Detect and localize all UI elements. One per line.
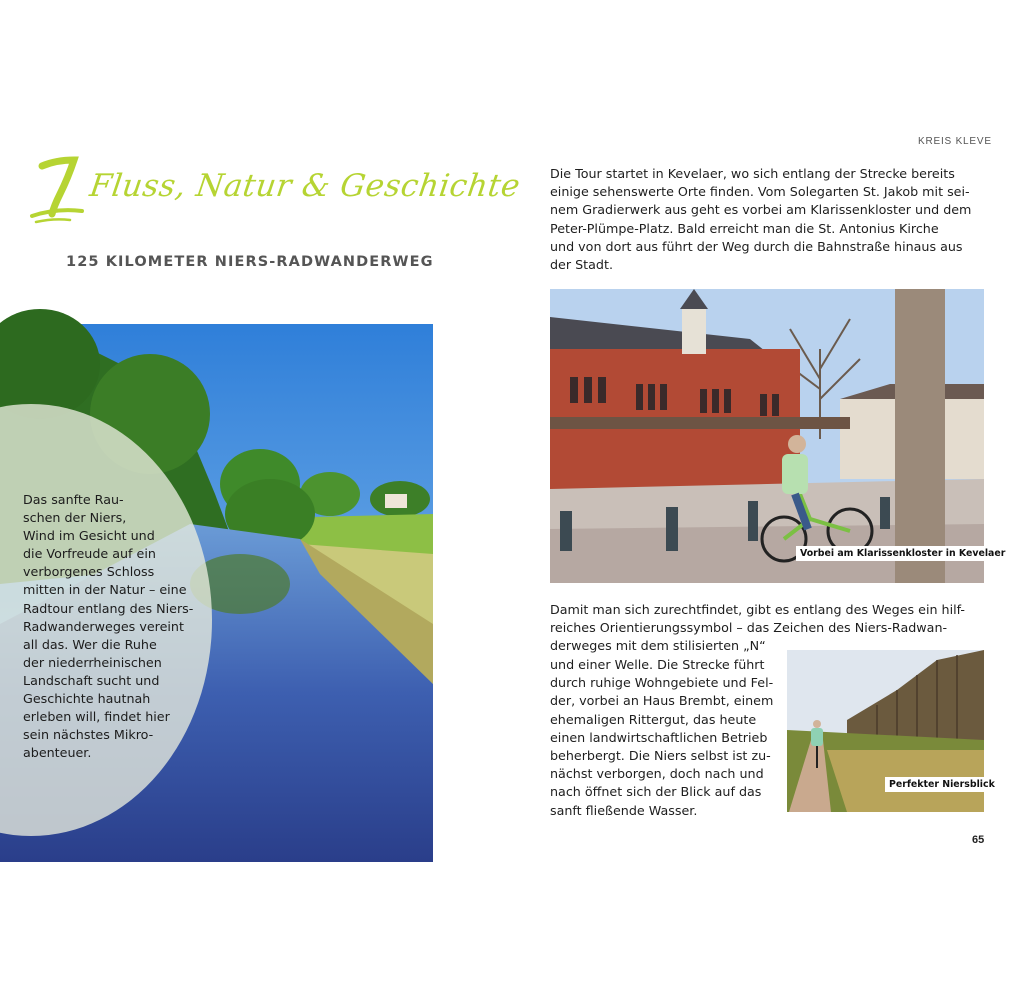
text-line: nächst verborgen, doch nach und	[550, 766, 764, 782]
page-number: 65	[972, 834, 985, 846]
intro-line: schen der Niers,	[23, 510, 127, 526]
photo-caption: Perfekter Niersblick	[885, 777, 999, 792]
running-head: KREIS KLEVE	[918, 136, 992, 147]
text-line: einige sehenswerte Orte finden. Vom Solegarten St. Jakob mit sei-	[550, 184, 970, 200]
text-line: und von dort aus führt der Weg durch die Bahnstraße hinaus aus	[550, 238, 963, 254]
chapter-title: Fluss, Natur & Geschichte	[87, 168, 523, 204]
intro-line: Radtour entlang des Niers-	[23, 600, 194, 616]
photo-caption: Vorbei am Klarissenkloster in Kevelaer	[796, 546, 1009, 561]
intro-line: die Vorfreude auf ein	[23, 546, 156, 562]
text-line: reiches Orientierungssymbol – das Zeichen des Niers-Radwan-	[550, 620, 948, 636]
paragraph-2	[550, 601, 965, 656]
text-line: Peter-Plümpe-Platz. Bald erreicht man die St. Antonius Kirche	[550, 220, 939, 236]
intro-line: all das. Wer die Ruhe	[23, 636, 157, 652]
chapter-number	[30, 148, 86, 228]
text-line: der, vorbei an Haus Brembt, einem	[550, 693, 774, 709]
text-line: durch ruhige Wohngebiete und Fel-	[550, 675, 774, 691]
text-line: beherbergt. Die Niers selbst ist zu-	[550, 748, 771, 764]
text-line: und einer Welle. Die Strecke führt	[550, 657, 765, 672]
intro-line: Radwanderweges vereint	[23, 618, 184, 634]
paragraph-2-continued	[550, 656, 780, 820]
intro-line: Das sanfte Rau-	[23, 492, 124, 507]
intro-line: Wind im Gesicht und	[23, 528, 155, 544]
intro-text	[23, 491, 203, 762]
intro-line: Geschichte hautnah	[23, 691, 151, 707]
chapter-subtitle: 125 KILOMETER NIERS-RADWANDERWEG	[66, 254, 434, 270]
intro-line: Landschaft sucht und	[23, 672, 160, 688]
intro-line: sein nächstes Mikro-	[23, 727, 154, 743]
text-line: nem Gradierwerk aus geht es vorbei am Klarissenkloster und dem	[550, 202, 972, 218]
intro-line: mitten in der Natur – eine	[23, 582, 187, 598]
kevelaer-photo	[550, 289, 1006, 583]
intro-line: erleben will, findet hier	[23, 709, 170, 725]
text-line: Damit man sich zurechtfindet, gibt es entlang des Weges ein hilf-	[550, 602, 965, 617]
intro-line: der niederrheinischen	[23, 654, 162, 670]
text-line: derweges mit dem stilisierten „N“	[550, 638, 766, 654]
text-line: nach öffnet sich der Blick auf das	[550, 784, 762, 800]
text-line: sanft fließende Wasser.	[550, 802, 698, 818]
text-line: Die Tour startet in Kevelaer, wo sich entlang der Strecke bereits	[550, 166, 955, 181]
text-line: der Stadt.	[550, 257, 613, 273]
text-line: ehemaligen Rittergut, das heute	[550, 711, 757, 727]
text-line: einen landwirtschaftlichen Betrieb	[550, 729, 768, 745]
paragraph-1	[550, 165, 972, 274]
intro-line: abenteuer.	[23, 745, 92, 761]
intro-line: verborgenes Schloss	[23, 564, 155, 580]
niers-photo	[787, 650, 995, 812]
